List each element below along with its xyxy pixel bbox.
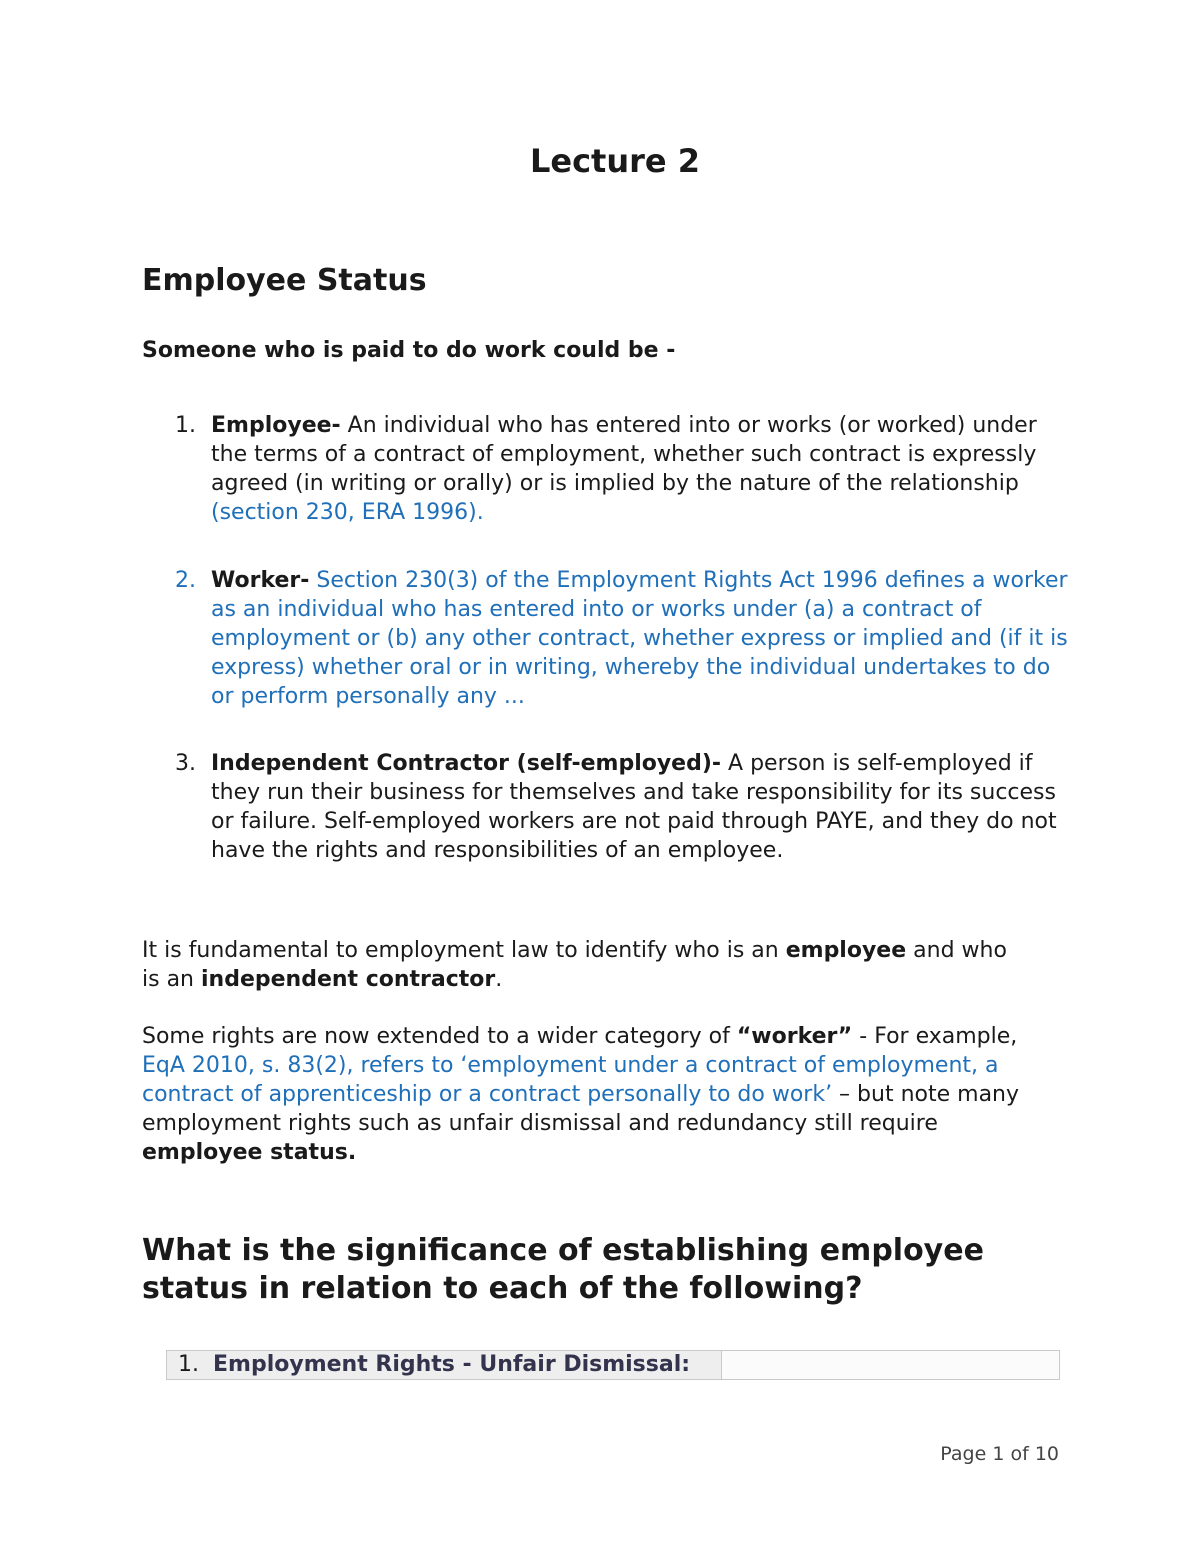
list-number: 2. (175, 568, 196, 593)
question-heading: What is the significance of establishing employee status in relation to each of the following? (142, 1233, 984, 1306)
reference-eqa-2010: EqA 2010, s. 83(2) (142, 1053, 347, 1078)
list-text (211, 411, 1071, 527)
emphasis-worker: “worker” (736, 1024, 853, 1049)
term-employee: Employee- (211, 413, 341, 438)
page-number: Page 1 of 10 (940, 1443, 1059, 1465)
para-text: - For example, (852, 1024, 1018, 1049)
list-number: 1. (175, 413, 196, 438)
section-heading: Employee Status (142, 263, 427, 298)
definition-independent-contractor: A person is self-employed if they run their business for themselves and take responsibility for its success or failure. Self-employed workers are not paid through PAYE, and they do not have the rights and responsibilities of an employee. (211, 751, 1057, 863)
paragraph-fundamental (142, 936, 1022, 994)
emphasis-independent-contractor: independent contractor (201, 967, 496, 992)
para-text: – but note many employment rights such as unfair dismissal and redundancy still require (142, 1082, 1020, 1136)
paragraph-worker-rights (142, 1022, 1022, 1167)
emphasis-employee: employee (785, 938, 907, 963)
para-text: and who is an (142, 938, 1007, 992)
reference-era-1996: (section 230, ERA 1996). (211, 500, 484, 525)
definition-employee: An individual who has entered into or works (or worked) under the terms of a contract of employment, whether such contract is expressly agreed (in writing or orally) or is implied by the nature of the relationship (211, 413, 1037, 496)
definition-worker: Section 230(3) of the Employment Rights Act 1996 defines a worker as an individual who has entered into or works under (a) a contract of employment or (b) any other contract, whether express or implied and (if it is express) whether oral or in writing, whereby the individual undertakes to do or perform personally any ... (211, 568, 1068, 709)
list-text (211, 566, 1071, 711)
sub-item-number: 1. (178, 1352, 199, 1377)
quoted-definition: , refers to ‘employment under a contract of employment, a contract of apprenticeship or a contract personally to do work’ (142, 1053, 999, 1107)
lecture-title: Lecture 2 (529, 142, 701, 180)
emphasis-employee-status: employee status. (142, 1140, 357, 1165)
sub-item-box (166, 1350, 1060, 1380)
intro-text: Someone who is paid to do work could be - (142, 338, 676, 363)
list-number: 3. (175, 751, 196, 776)
term-independent-contractor: Independent Contractor (self-employed)- (211, 751, 722, 776)
sub-item-label: Employment Rights - Unfair Dismissal: (213, 1352, 691, 1377)
term-worker: Worker- (211, 568, 310, 593)
para-text: It is fundamental to employment law to identify who is an (142, 938, 786, 963)
para-text: . (495, 967, 503, 992)
list-text (211, 749, 1071, 865)
para-text: Some rights are now extended to a wider category of (142, 1024, 737, 1049)
